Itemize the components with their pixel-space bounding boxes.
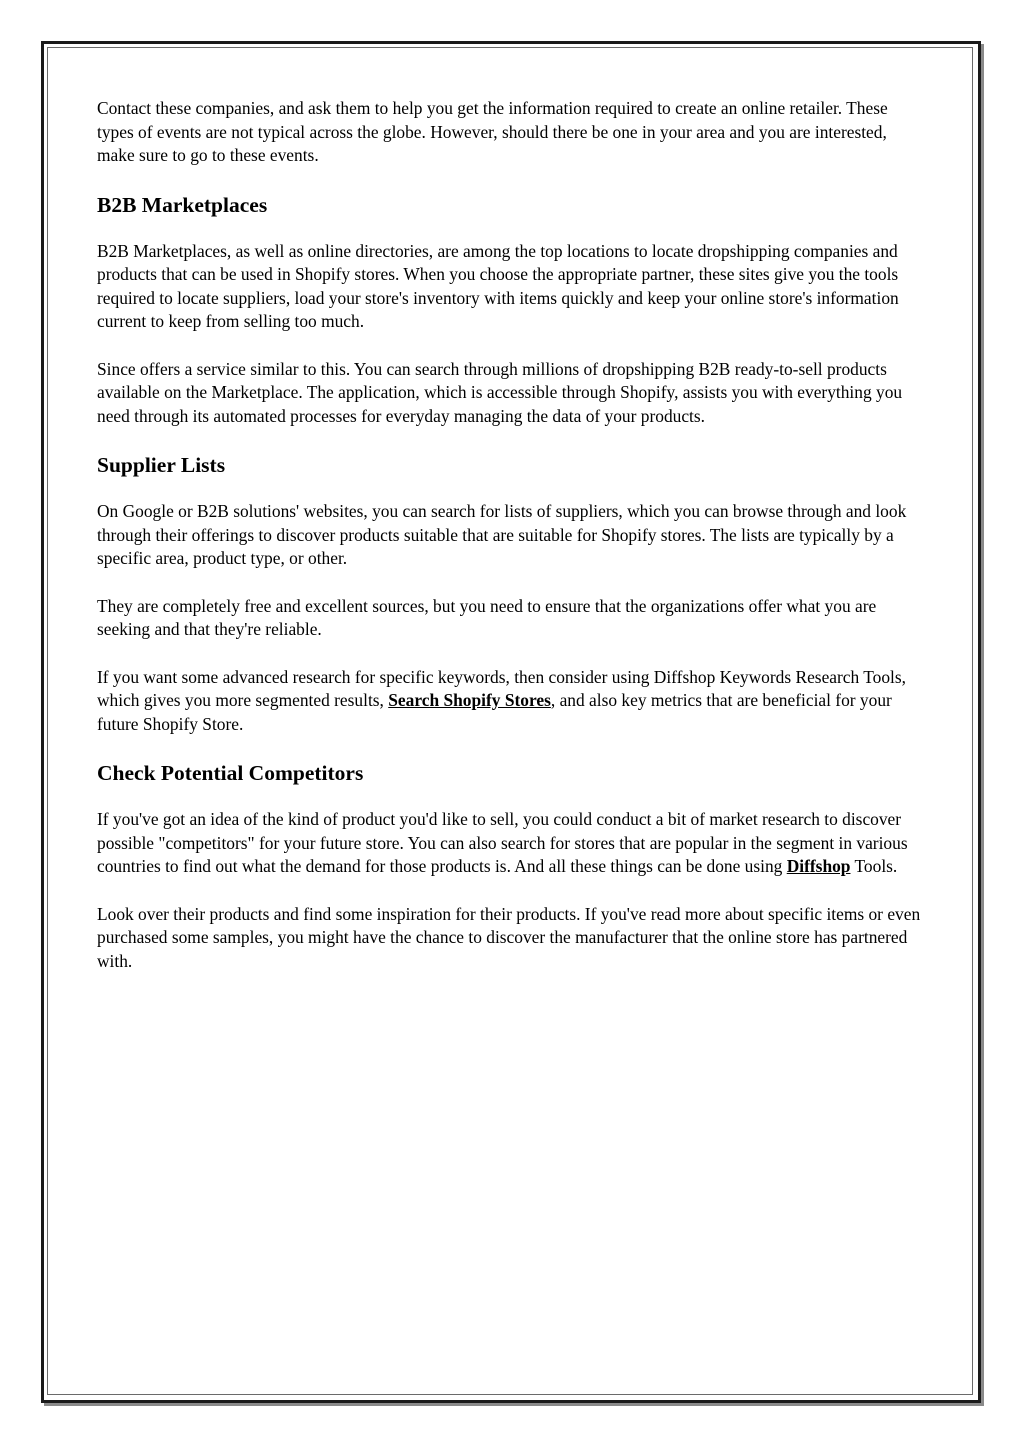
competitors-paragraph-2: Look over their products and find some inspiration for their products. If you've read more about specific items or even purchased some samples, you might have the chance to discover the manufacturer that the online store has partnered with. <box>97 903 921 971</box>
heading-check-potential-competitors: Check Potential Competitors <box>97 761 364 785</box>
competitors-paragraph-1 <box>97 808 927 879</box>
diffshop-link[interactable]: Diffshop <box>786 856 851 876</box>
supplier-paragraph-2: They are completely free and excellent sources, but you need to ensure that the organizations offer what you are seeking and that they're reliable. <box>97 595 877 639</box>
b2b-paragraph-2: Since offers a service similar to this. You can search through millions of dropshipping B2B ready-to-sell products available on the Marketplace. The application, which is accessible through Shopify, assists you with everything you need through its automated processes for everyday managing the data of your products. <box>97 358 903 426</box>
supplier-paragraph-3-text-after: , and also key metrics that are beneficial for your future Shopify Store. <box>97 690 892 734</box>
document-body <box>97 97 927 997</box>
b2b-paragraph-1: B2B Marketplaces, as well as online directories, are among the top locations to locate dropshipping companies and products that can be used in Shopify stores. When you choose the appropriate partner, these sites give you the tools required to locate suppliers, load your store's inventory with items quickly and keep your online store's information current to keep from selling too much. <box>97 240 899 331</box>
intro-paragraph: Contact these companies, and ask them to help you get the information required to create an online retailer. These types of events are not typical across the globe. However, should there be one in your area and you are interested, make sure to go to these events. <box>97 98 888 165</box>
supplier-paragraph-3 <box>97 666 927 737</box>
heading-supplier-lists: Supplier Lists <box>97 453 226 477</box>
search-shopify-stores-link[interactable]: Search Shopify Stores <box>388 690 551 710</box>
supplier-paragraph-1: On Google or B2B solutions' websites, you can search for lists of suppliers, which you can browse through and look through their offerings to discover products suitable that are suitable for Shopify stores. The lists are typically by a specific area, product type, or other. <box>97 501 907 568</box>
competitors-paragraph-1-text-before: If you've got an idea of the kind of product you'd like to sell, you could conduct a bit of market research to discover possible "competitors" for your future store. You can also search for stores that are popular in the segment in various countries to find out what the demand for those products is. And all these things can be done using <box>97 809 908 876</box>
competitors-paragraph-1-text-after: Tools. <box>850 856 898 876</box>
heading-b2b-marketplaces: B2B Marketplaces <box>97 192 268 217</box>
supplier-paragraph-3-text-before: If you want some advanced research for specific keywords, then consider using Diffshop Keywords Research Tools, which gives you more segmented results, <box>97 666 906 710</box>
